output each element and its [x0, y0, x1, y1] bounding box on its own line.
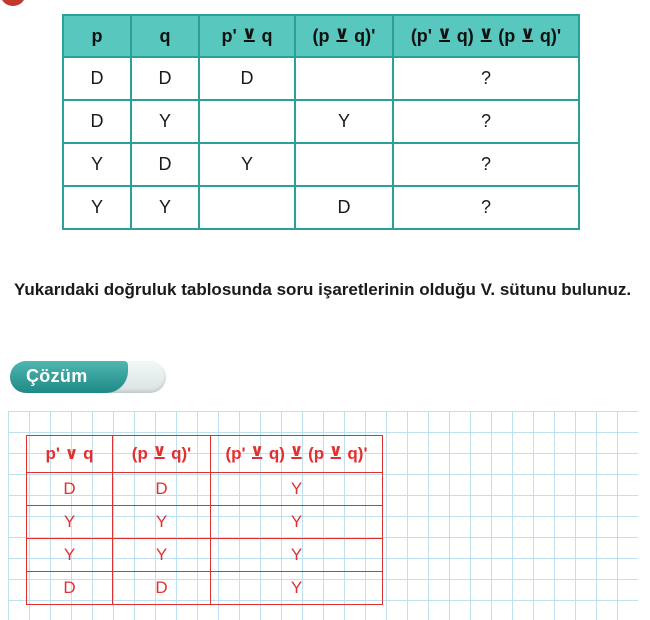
header-q: q — [131, 15, 199, 57]
header-not-p-xor-q: p' ⊻ q — [199, 15, 295, 57]
answer-row — [27, 473, 383, 506]
table-cell: Y — [63, 143, 131, 186]
table-cell — [199, 186, 295, 229]
table-cell: ? — [393, 100, 579, 143]
header-not-p-xor-q-paren: (p ⊻ q)' — [295, 15, 393, 57]
table-cell: D — [199, 57, 295, 100]
table-row — [63, 57, 579, 100]
answer-row — [27, 506, 383, 539]
solution-badge — [10, 361, 166, 393]
table-cell: D — [63, 100, 131, 143]
answer-truth-table — [26, 435, 383, 605]
answer-cell: Y — [211, 473, 383, 506]
answer-cell: Y — [211, 506, 383, 539]
table-cell: ? — [393, 186, 579, 229]
answer-cell: D — [27, 572, 113, 605]
answer-cell: Y — [113, 506, 211, 539]
header-fifth-column: (p' ⊻ q) ⊻ (p ⊻ q)' — [393, 15, 579, 57]
answer-row — [27, 572, 383, 605]
question-text: Yukarıdaki doğruluk tablosunda soru işaretlerinin olduğu V. sütunu bulunuz. — [14, 280, 632, 299]
answer-cell: Y — [211, 539, 383, 572]
table-row — [63, 100, 579, 143]
table-cell — [295, 143, 393, 186]
table-cell — [295, 57, 393, 100]
answer-header-result: (p' ⊻ q) ⊻ (p ⊻ q)' — [211, 436, 383, 473]
answer-cell: D — [27, 473, 113, 506]
table-cell: Y — [199, 143, 295, 186]
answer-header-not-p-or-q: p' ∨ q — [27, 436, 113, 473]
table-cell — [199, 100, 295, 143]
table-cell: D — [131, 143, 199, 186]
answer-cell: Y — [113, 539, 211, 572]
corner-marker — [0, 0, 26, 6]
answer-cell: D — [113, 473, 211, 506]
answer-row — [27, 539, 383, 572]
answer-cell: Y — [211, 572, 383, 605]
table-header-row — [63, 15, 579, 57]
table-cell: Y — [295, 100, 393, 143]
table-cell: ? — [393, 143, 579, 186]
header-p: p — [63, 15, 131, 57]
answer-cell: Y — [27, 506, 113, 539]
table-cell: D — [295, 186, 393, 229]
table-row — [63, 143, 579, 186]
table-cell: Y — [131, 100, 199, 143]
answer-cell: Y — [27, 539, 113, 572]
table-cell: Y — [63, 186, 131, 229]
solution-label: Çözüm — [26, 366, 88, 386]
table-cell: ? — [393, 57, 579, 100]
answer-cell: D — [113, 572, 211, 605]
answer-header-row — [27, 436, 383, 473]
answer-header-not-p-xor-q: (p ⊻ q)' — [113, 436, 211, 473]
table-cell: D — [63, 57, 131, 100]
table-cell: Y — [131, 186, 199, 229]
question-truth-table — [62, 14, 580, 230]
table-cell: D — [131, 57, 199, 100]
table-row — [63, 186, 579, 229]
